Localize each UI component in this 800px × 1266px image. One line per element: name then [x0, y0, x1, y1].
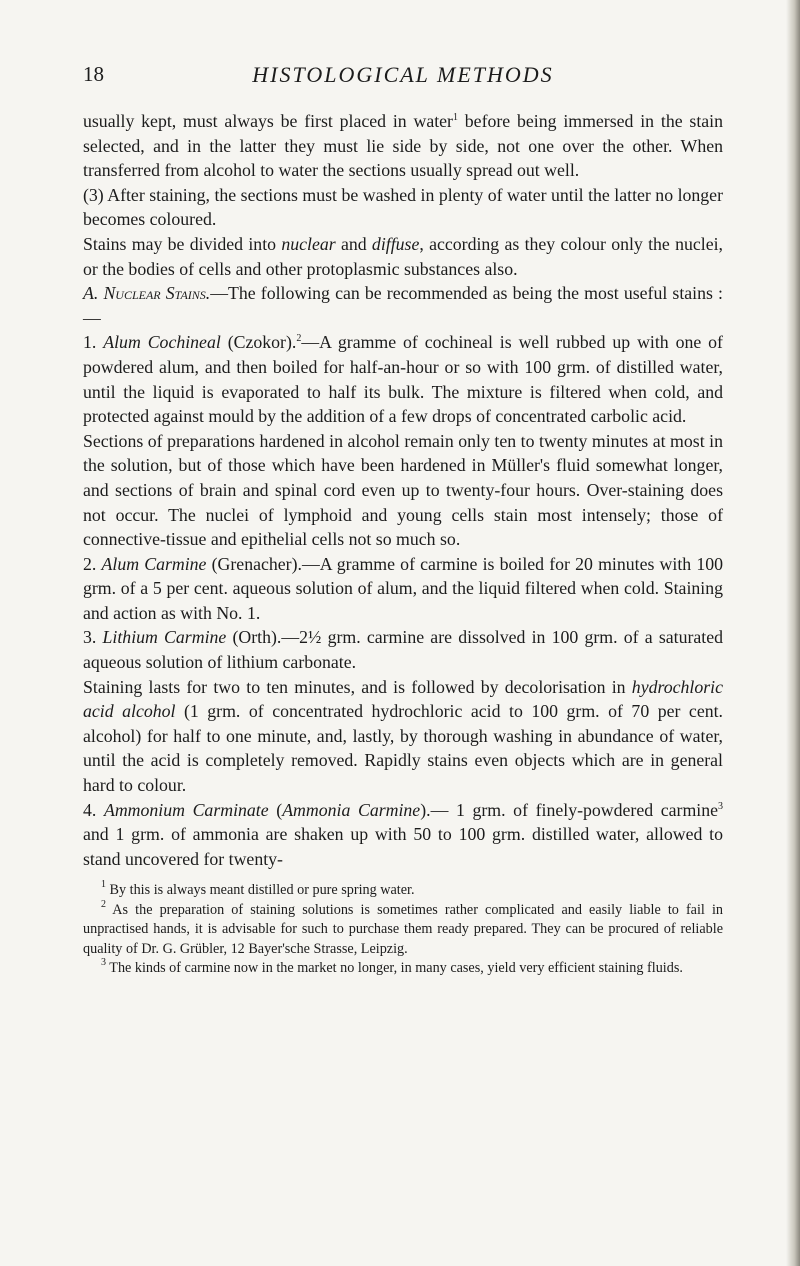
text-run: —The following can be recommended as being the most useful stains :—: [83, 283, 723, 328]
paragraph: [83, 232, 723, 281]
italic-term: hydrochloric acid alcohol: [83, 676, 723, 722]
text-run: before being immersed in the stain selected, and in the latter they must lie side by side, not one over the other. When transferred from alcohol to water the sections usually spread out well.: [83, 111, 723, 181]
footnote: [83, 959, 723, 978]
paragraph: [83, 109, 723, 183]
stain-entry: [83, 552, 723, 626]
entry-number: 1.: [83, 332, 104, 353]
text-run: Stains may be divided into: [83, 233, 282, 254]
text-run: (Grenacher).—A gramme of carmine is boiled for 20 minutes with 100 grm. of a 5 per cent. aqueous solution of alum, and the liquid filtered when cold. Staining and action as with No. 1.: [83, 553, 723, 623]
paragraph: (3) After staining, the sections must be washed in plenty of water until the latter no longer becomes coloured.: [83, 184, 723, 230]
footnote-mark: 3: [101, 957, 106, 969]
text-run: , according as they colour only the nuclei, or the bodies of cells and other protoplasmic substances also.: [83, 233, 723, 279]
page-edge-shadow: [786, 0, 800, 1266]
page-number: 18: [83, 62, 104, 86]
footnote-mark: 1: [101, 879, 106, 891]
footnote-text: As the preparation of staining solutions is sometimes rather complicated and easily liable to fail in unpractised hands, it is advisable for such to purchase them ready prepared. They can be procured of reliable quality of Dr. G. Grübler, 12 Bayer'sche Strasse, Leipzig.: [83, 901, 723, 957]
footnote-ref: 2: [296, 333, 302, 345]
text-run: (Czokor).: [220, 332, 297, 353]
stain-alt-name: Ammonia Carmine: [282, 799, 421, 820]
book-page: [83, 62, 723, 978]
stain-entry: [83, 330, 723, 428]
entry-number: 2.: [83, 553, 102, 574]
text-run: and 1 grm. of ammonia are shaken up with 50 to 100 grm. distilled water, allowed to stand uncovered for twenty-: [83, 824, 723, 869]
text-run: and: [335, 233, 372, 254]
footnote-ref: 3: [718, 800, 723, 812]
footnotes: [83, 881, 723, 978]
running-header: [83, 62, 723, 92]
text-run: —A gramme of cochineal is well rubbed up with one of powdered alum, and then boiled for half-an-hour or so with 100 grm. of distilled water, until the liquid is evaporated to half its bulk. The mixture is filtered when cold, and protected against mould by the addition of a few drops of concentrated carbolic acid.: [83, 332, 723, 427]
text-run: ).— 1 grm. of finely-powdered carmine: [420, 799, 718, 820]
stain-name: Alum Cochineal: [103, 332, 221, 353]
footnote: [83, 881, 723, 900]
section-heading: A. Nuclear Stains.: [83, 283, 211, 304]
stain-entry: [83, 798, 723, 872]
italic-term: diffuse: [371, 233, 420, 254]
running-title: HISTOLOGICAL METHODS: [252, 62, 554, 87]
stain-entry: [83, 625, 723, 674]
footnote-mark: 2: [101, 898, 106, 910]
footnote-text: The kinds of carmine now in the market no longer, in many cases, yield very efficient staining fluids.: [106, 960, 683, 977]
body-text: [83, 109, 723, 871]
text-run: (Orth).—2½ grm. carmine are dissolved in 100 grm. of a saturated aqueous solution of lithium carbonate.: [83, 627, 723, 673]
footnote: [83, 898, 723, 959]
stain-name: Alum Carmine: [101, 553, 207, 574]
paragraph: [83, 675, 723, 798]
section-heading-paragraph: [83, 281, 723, 330]
italic-term: nuclear: [281, 233, 336, 254]
stain-name: Ammonium Carminate: [103, 799, 269, 820]
entry-number: 3.: [83, 627, 103, 648]
text-run: (: [268, 799, 283, 820]
stain-name: Lithium Carmine: [102, 627, 227, 648]
paragraph: Sections of preparations hardened in alcohol remain only ten to twenty minutes at most in the solution, but of those which have been hardened in Müller's fluid somewhat longer, and sections of brain and spinal cord even up to twenty-four hours. Over-staining does not occur. The nuclei of lymphoid and young cells stain most intensely; those of connective-tissue and epithelial cells not so much so.: [83, 430, 723, 550]
text-run: (1 grm. of concentrated hydrochloric acid to 100 grm. of 70 per cent. alcohol) for half to one minute, and, lastly, by thorough washing in abundance of water, until the acid is completely removed. Rapidly stains even objects which are in general hard to colour.: [83, 701, 723, 796]
text-run: usually kept, must always be first placed in water: [83, 111, 453, 131]
footnote-text: By this is always meant distilled or pure spring water.: [106, 882, 415, 899]
footnote-separator: [83, 871, 723, 877]
entry-number: 4.: [83, 799, 104, 820]
footnote-ref: 1: [452, 112, 458, 123]
text-run: Staining lasts for two to ten minutes, and is followed by decolorisation in: [83, 676, 632, 697]
